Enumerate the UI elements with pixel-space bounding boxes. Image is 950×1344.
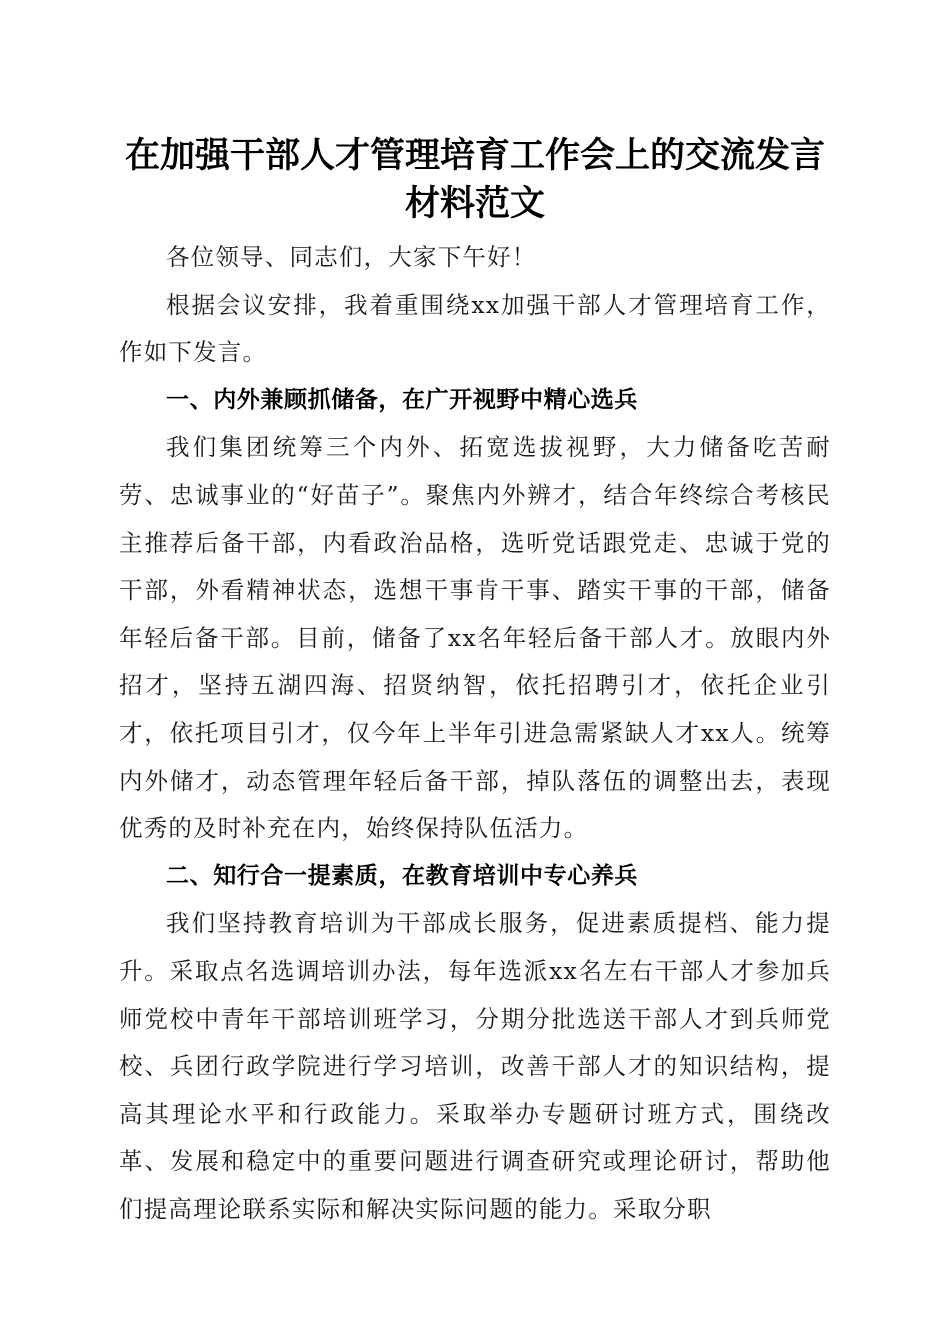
title-line-1: 在加强干部人才管理培育工作会上的交流发言 [124,135,825,176]
section-2-body: 我们坚持教育培训为干部成长服务，促进素质提档、能力提升。采取点名选调培训办法，每年选派xx名左右干部人才参加兵师党校中青年干部培训班学习，分期分批选送干部人才到兵师党校、兵团行政学院进行学习培训，改善干部人才的知识结构，提高其理论水平和行政能力。采取举办专题研讨班方式，围绕改革、发展和稳定中的重要问题进行调查研究或理论研讨，帮助他们提高理论联系实际和解决实际问题的能力。采取分职 [119,909,831,1223]
title-line-2: 材料范文 [404,183,545,224]
document-title [119,132,831,228]
intro-paragraph: 根据会议安排，我着重围绕xx加强干部人才管理培育工作，作如下发言。 [119,290,831,367]
section-1-heading: 一、内外兼顾抓储备，在广开视野中精心选兵 [166,386,638,413]
document-content [119,132,831,1233]
section-2-heading: 二、知行合一提素质，在教育培训中专心养兵 [166,862,638,889]
section-1-body: 我们集团统筹三个内外、拓宽选拔视野，大力储备吃苦耐劳、忠诚事业的“好苗子”。聚焦内外辨才，结合年终综合考核民主推荐后备干部，内看政治品格，选听党话跟党走、忠诚于党的干部，外看精神状态，选想干事肯干事、踏实干事的干部，储备年轻后备干部。目前，储备了xx名年轻后备干部人才。放眼内外招才，坚持五湖四海、招贤纳智，依托招聘引才，依托企业引才，依托项目引才，仅今年上半年引进急需紧缺人才xx人。统筹内外储才，动态管理年轻后备干部，掉队落伍的调整出去，表现优秀的及时补充在内，始终保持队伍活力。 [119,433,831,843]
greeting-paragraph: 各位领导、同志们，大家下午好！ [166,243,537,271]
